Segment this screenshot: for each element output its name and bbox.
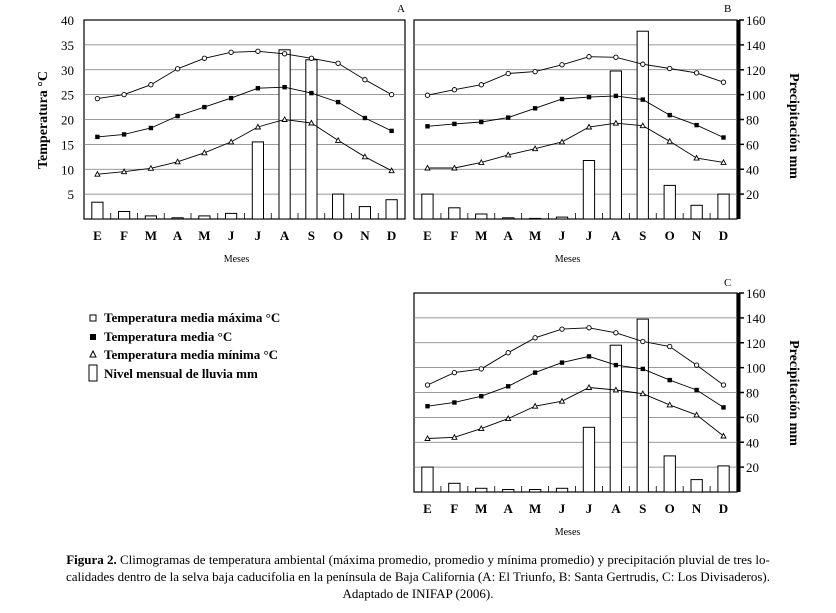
month-label: A <box>611 228 621 243</box>
month-label: M <box>528 228 542 243</box>
month-label: A <box>172 228 183 243</box>
precip-tick-label: 140 <box>746 37 766 53</box>
point-max <box>363 78 367 82</box>
month-label: N <box>691 228 702 243</box>
point-max <box>309 56 313 60</box>
precip-bar <box>306 60 317 219</box>
caption-line-2: calidades dentro de la selva baja caducifolia en la península de Baja California (A: El Triunfo, B: Santa Gertrudis, C: Los Divisaderos). <box>66 569 770 584</box>
climogram-panel-c <box>414 277 801 538</box>
precip-tick-label: 20 <box>746 187 759 203</box>
temp-tick-label: 5 <box>67 187 74 203</box>
temp-tick-label: 30 <box>61 62 74 78</box>
point-mean <box>202 105 206 109</box>
month-label: E <box>423 501 432 516</box>
precip-tick-label: 120 <box>746 62 766 78</box>
point-mean <box>587 354 591 358</box>
point-mean <box>229 96 233 100</box>
point-mean <box>479 394 483 398</box>
x-axis-label: Meses <box>554 254 581 265</box>
point-mean <box>587 95 591 99</box>
point-mean <box>506 115 510 119</box>
temp-tick-label: 15 <box>61 137 74 153</box>
point-max <box>721 80 725 84</box>
point-max <box>560 63 564 67</box>
point-mean <box>175 114 179 118</box>
precip-bar <box>476 214 487 219</box>
precip-bar <box>610 71 621 219</box>
point-mean <box>560 97 564 101</box>
point-max <box>229 50 233 54</box>
precip-bar <box>664 185 675 219</box>
precip-bar <box>252 142 263 219</box>
precip-tick-label: 40 <box>746 162 759 178</box>
precip-bar <box>449 483 460 492</box>
legend-marker-mean <box>90 334 96 340</box>
month-label: J <box>254 228 262 243</box>
panel-letter: C <box>724 277 732 289</box>
point-mean <box>425 404 429 408</box>
precip-bar <box>145 216 156 219</box>
precip-bar <box>691 480 702 492</box>
month-label: D <box>718 501 729 516</box>
point-mean <box>336 100 340 104</box>
point-max <box>122 92 126 96</box>
precip-bar <box>119 212 130 220</box>
point-max <box>506 351 510 355</box>
point-max <box>587 326 591 330</box>
legend-marker-min <box>90 351 96 357</box>
point-mean <box>452 400 456 404</box>
precip-bar <box>359 207 370 219</box>
point-max <box>175 67 179 71</box>
precip-bar <box>199 216 210 219</box>
point-max <box>614 331 618 335</box>
right-axis-title: Precipitación mm <box>786 340 801 446</box>
caption-figure-label: Figura 2. <box>66 552 117 567</box>
point-max <box>95 96 99 100</box>
legend-marker-rain <box>89 365 97 381</box>
month-label: J <box>585 501 593 516</box>
month-label: J <box>585 228 593 243</box>
point-max <box>256 49 260 53</box>
caption-line-3: Adaptado de INIFAP (2006). <box>342 586 494 601</box>
precip-tick-label: 160 <box>746 13 766 28</box>
point-max <box>560 327 564 331</box>
month-label: J <box>558 501 566 516</box>
precip-tick-label: 80 <box>746 385 759 401</box>
month-label: F <box>450 228 459 243</box>
point-mean <box>479 120 483 124</box>
right-axis-title: Precipitación mm <box>786 73 801 179</box>
point-max <box>614 55 618 59</box>
month-label: S <box>639 501 647 516</box>
legend-label-max: Temperatura media máxima °C <box>104 310 281 325</box>
month-label: M <box>144 228 158 243</box>
precip-tick-label: 40 <box>746 435 759 451</box>
point-max <box>668 66 672 70</box>
precip-tick-label: 100 <box>746 360 766 376</box>
point-mean <box>668 113 672 117</box>
precip-tick-label: 20 <box>746 460 759 476</box>
temp-tick-label: 20 <box>61 112 74 128</box>
precip-bar <box>386 200 397 219</box>
point-max <box>479 83 483 87</box>
precip-bar <box>530 490 541 493</box>
precip-bar <box>664 456 675 492</box>
point-max <box>425 383 429 387</box>
month-label: A <box>611 501 621 516</box>
point-mean <box>668 378 672 382</box>
precip-tick-label: 60 <box>746 410 759 426</box>
point-mean <box>282 85 286 89</box>
month-label: D <box>718 228 729 243</box>
month-label: A <box>503 228 513 243</box>
climogram-panel-b <box>414 3 801 265</box>
month-label: O <box>664 228 675 243</box>
precip-tick-label: 160 <box>746 286 766 301</box>
point-mean <box>560 360 564 364</box>
precip-bar <box>503 490 514 493</box>
x-axis-label: Meses <box>223 254 250 265</box>
month-label: M <box>528 501 542 516</box>
precip-bar <box>503 218 514 219</box>
caption-line-1: Climogramas de temperatura ambiental (máxima promedio, promedio y mínima promedio) y precipitación pluvial de tres lo- <box>116 552 770 567</box>
point-max <box>202 56 206 60</box>
point-mean <box>389 129 393 133</box>
point-mean <box>95 135 99 139</box>
point-max <box>452 370 456 374</box>
point-max <box>587 55 591 59</box>
legend-marker-max <box>90 315 96 321</box>
point-mean <box>694 123 698 127</box>
point-max <box>452 88 456 92</box>
legend-label-min: Temperatura media mínima °C <box>104 347 279 362</box>
month-label: A <box>279 228 290 243</box>
temp-tick-label: 40 <box>61 13 74 28</box>
point-max <box>282 52 286 56</box>
month-label: F <box>120 228 129 243</box>
precip-bar <box>476 488 487 492</box>
precip-bar <box>583 427 594 492</box>
point-max <box>641 339 645 343</box>
precip-tick-label: 60 <box>746 137 759 153</box>
precip-bar <box>333 194 344 219</box>
point-mean <box>721 405 725 409</box>
month-label: M <box>475 501 488 516</box>
point-mean <box>452 122 456 126</box>
legend <box>89 310 280 381</box>
point-max <box>694 363 698 367</box>
precip-bar <box>279 50 290 219</box>
month-label: F <box>450 501 459 516</box>
month-label: E <box>423 228 432 243</box>
month-label: J <box>227 228 235 243</box>
precip-bar <box>422 194 433 219</box>
panel-letter: B <box>724 3 732 15</box>
precip-tick-label: 80 <box>746 112 759 128</box>
month-label: D <box>386 228 397 243</box>
precip-bar <box>92 202 103 219</box>
month-label: N <box>691 501 702 516</box>
month-label: N <box>360 228 370 243</box>
month-label: E <box>93 228 102 243</box>
month-label: J <box>558 228 566 243</box>
temp-tick-label: 10 <box>61 162 74 178</box>
point-mean <box>149 126 153 130</box>
precip-bar <box>718 194 729 219</box>
point-mean <box>614 94 618 98</box>
point-mean <box>614 363 618 367</box>
point-mean <box>506 384 510 388</box>
point-max <box>336 61 340 65</box>
precip-bar <box>172 218 183 219</box>
precip-bar <box>449 208 460 219</box>
point-max <box>721 383 725 387</box>
precip-bar <box>556 217 567 219</box>
point-max <box>479 367 483 371</box>
point-mean <box>425 124 429 128</box>
climogram-panel-a <box>36 3 405 265</box>
point-max <box>533 69 537 73</box>
precip-tick-label: 100 <box>746 87 766 103</box>
precip-bar <box>718 466 729 492</box>
point-max <box>694 71 698 75</box>
point-mean <box>721 135 725 139</box>
point-max <box>389 92 393 96</box>
precip-bar <box>556 488 567 492</box>
precip-bar <box>637 319 648 492</box>
x-axis-label: Meses <box>554 527 581 538</box>
point-max <box>425 93 429 97</box>
point-max <box>533 336 537 340</box>
precip-bar <box>226 213 237 219</box>
legend-label-rain: Nivel mensual de lluvia mm <box>104 366 258 381</box>
point-max <box>506 71 510 75</box>
point-mean <box>309 91 313 95</box>
month-label: O <box>333 228 344 243</box>
temp-tick-label: 35 <box>61 37 74 53</box>
point-mean <box>533 106 537 110</box>
panel-letter: A <box>397 3 405 15</box>
point-max <box>641 62 645 66</box>
legend-label-mean: Temperatura media °C <box>104 329 233 344</box>
point-max <box>149 83 153 87</box>
precip-bar <box>583 161 594 220</box>
point-mean <box>256 86 260 90</box>
point-max <box>668 344 672 348</box>
point-mean <box>694 388 698 392</box>
precip-bar <box>422 467 433 492</box>
point-mean <box>533 370 537 374</box>
temp-tick-label: 25 <box>61 87 74 103</box>
precip-bar <box>530 218 541 219</box>
month-label: S <box>639 228 647 243</box>
point-mean <box>641 97 645 101</box>
month-label: M <box>475 228 488 243</box>
point-mean <box>641 367 645 371</box>
figure-caption <box>4 551 832 602</box>
month-label: M <box>198 228 211 243</box>
point-mean <box>122 132 126 136</box>
month-label: S <box>307 228 316 243</box>
precip-bar <box>691 205 702 219</box>
precip-tick-label: 120 <box>746 335 766 351</box>
month-label: A <box>503 501 513 516</box>
left-axis-title: Temperatura °C <box>36 70 51 170</box>
precip-tick-label: 140 <box>746 310 766 326</box>
point-mean <box>363 116 367 120</box>
month-label: O <box>664 501 675 516</box>
